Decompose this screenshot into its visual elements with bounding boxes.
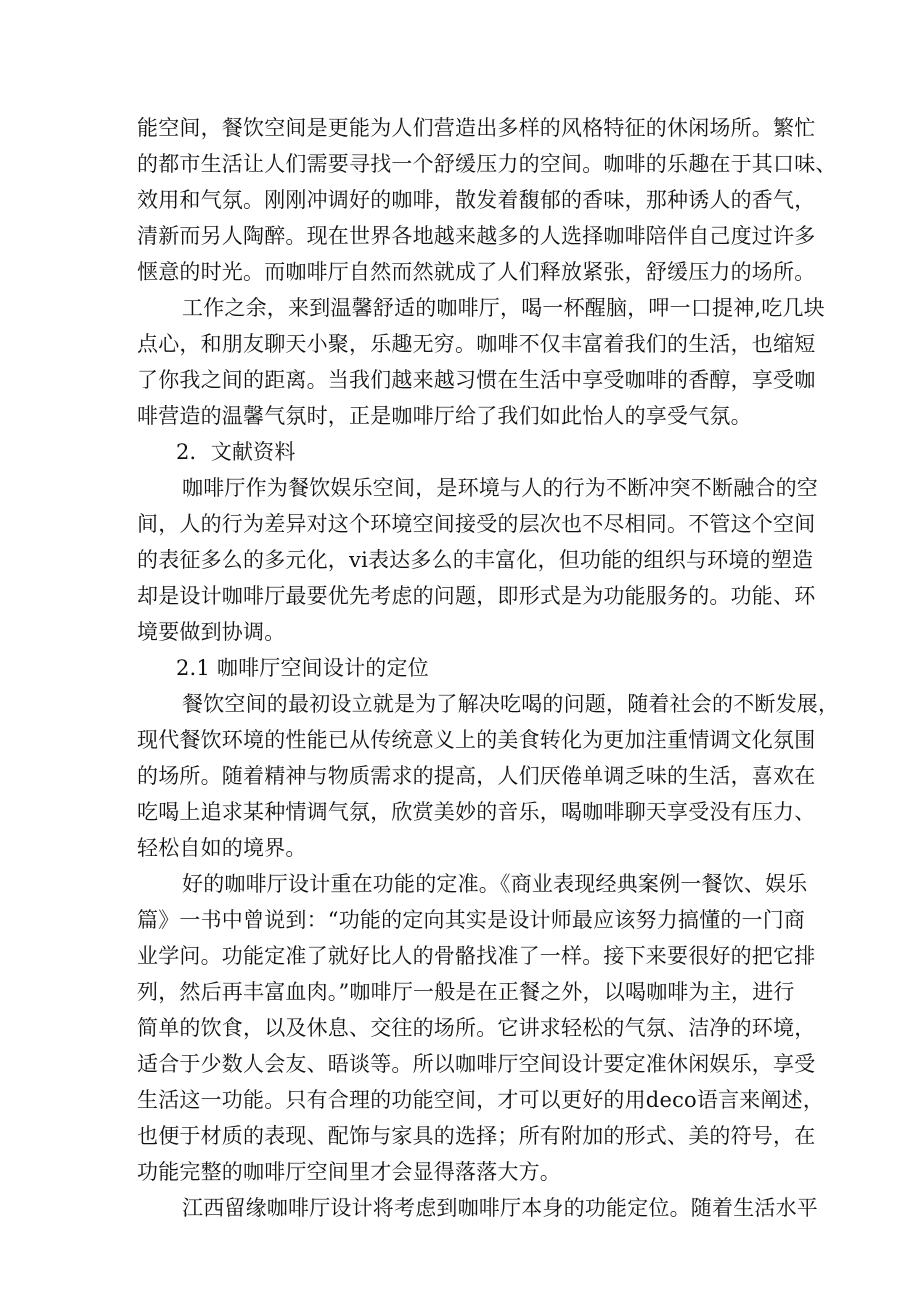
paragraph-line: 的表征多么的多元化，vi表达多么的丰富化，但功能的组织与环境的塑造 — [137, 548, 814, 572]
paragraph-line: 简单的饮食，以及休息、交往的场所。它讲求轻松的气氛、洁净的环境， — [137, 1016, 816, 1040]
paragraph-line: 境要做到协调。 — [137, 620, 286, 644]
paragraph-line: 的都市生活让人们需要寻找一个舒缓压力的空间。咖啡的乐趣在于其口味、 — [137, 152, 837, 176]
paragraph-line: 也便于材质的表现、配饰与家具的选择；所有附加的形式、美的符号，在 — [137, 1124, 816, 1148]
paragraph-line: 了你我之间的距离。当我们越来越习惯在生活中享受咖啡的香醇，享受咖 — [137, 368, 816, 392]
paragraph-line: 适合于少数人会友、晤谈等。所以咖啡厅空间设计要定准休闲娱乐，享受 — [137, 1052, 816, 1076]
paragraph-line: 好的咖啡厅设计重在功能的定准。《商业表现经典案例一餐饮、娱乐 — [182, 872, 808, 896]
paragraph-line: 啡营造的温馨气氛时，正是咖啡厅给了我们如此怡人的享受气氛。 — [137, 404, 752, 428]
paragraph-line: 篇》一书中曾说到：“功能的定向其实是设计师最应该努力搞懂的一门商 — [137, 908, 806, 932]
paragraph-line: 却是设计咖啡厅最要优先考虑的问题，即形式是为功能服务的。功能、环 — [137, 584, 816, 608]
section-heading: 2．文献资料 — [176, 440, 296, 464]
paragraph-line: 间，人的行为差异对这个环境空间接受的层次也不尽相同。不管这个空间 — [137, 512, 816, 536]
paragraph-line: 功能完整的咖啡厅空间里才会显得落落大方。 — [137, 1160, 561, 1184]
paragraph-line: 列，然后再丰富血肉。”咖啡厅一般是在正餐之外，以喝咖啡为主，进行 — [137, 980, 795, 1004]
paragraph-line: 生活这一功能。只有合理的功能空间，才可以更好的用deco语言来阐述， — [137, 1088, 825, 1112]
subsection-heading: 2.1 咖啡厅空间设计的定位 — [176, 656, 429, 680]
paragraph-line: 餐饮空间的最初设立就是为了解决吃喝的问题，随着社会的不断发展， — [182, 692, 840, 716]
paragraph-line: 的场所。随着精神与物质需求的提高，人们厌倦单调乏味的生活，喜欢在 — [137, 764, 816, 788]
paragraph-line: 咖啡厅作为餐饮娱乐空间，是环境与人的行为不断冲突不断融合的空 — [182, 476, 818, 500]
paragraph-line: 点心，和朋友聊天小聚，乐趣无穷。咖啡不仅丰富着我们的生活，也缩短 — [137, 332, 816, 356]
paragraph-line: 江西留缘咖啡厅设计将考虑到咖啡厅本身的功能定位。随着生活水平 — [182, 1196, 818, 1220]
paragraph-line: 业学问。功能定准了就好比人的骨骼找准了一样。接下来要很好的把它排 — [137, 944, 816, 968]
paragraph-line: 现代餐饮环境的性能已从传统意义上的美食转化为更加注重情调文化氛围 — [137, 728, 816, 752]
paragraph-line: 能空间，餐饮空间是更能为人们营造出多样的风格特征的休闲场所。繁忙 — [137, 116, 816, 140]
paragraph-line: 工作之余，来到温馨舒适的咖啡厅，喝一杯醒脑，呷一口提神,吃几块 — [182, 296, 825, 320]
paragraph-line: 清新而另人陶醉。现在世界各地越来越多的人选择咖啡陪伴自己度过许多 — [137, 224, 816, 248]
paragraph-line: 效用和气氛。刚刚冲调好的咖啡，散发着馥郁的香味，那种诱人的香气， — [137, 188, 816, 212]
paragraph-line: 惬意的时光。而咖啡厅自然而然就成了人们释放紧张，舒缓压力的场所。 — [137, 260, 816, 284]
paragraph-line: 轻松自如的境界。 — [137, 836, 307, 860]
paragraph-line: 吃喝上追求某种情调气氛，欣赏美妙的音乐，喝咖啡聊天享受没有压力、 — [137, 800, 816, 824]
